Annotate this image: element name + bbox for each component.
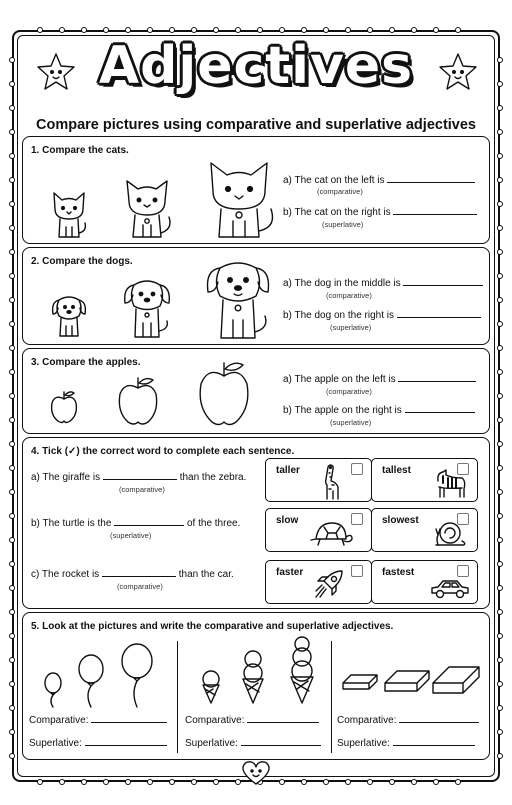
frame-dot <box>9 657 15 663</box>
frame-dot <box>497 273 503 279</box>
frame-dot <box>497 417 503 423</box>
frame-dot <box>103 779 109 785</box>
frame-dot <box>497 369 503 375</box>
hint-comparative: (comparative) <box>119 485 165 494</box>
frame-dot <box>433 779 439 785</box>
option-label: taller <box>276 465 300 476</box>
frame-dot <box>169 27 175 33</box>
frame-dot <box>9 273 15 279</box>
section-dogs <box>22 247 490 345</box>
question-1b: b) The cat on the right is <box>283 207 477 218</box>
hint-comparative: (comparative) <box>326 387 372 396</box>
frame-dot <box>9 225 15 231</box>
frame-dot <box>345 779 351 785</box>
balloons-icon <box>35 639 165 709</box>
frame-dot <box>497 105 503 111</box>
section-cats <box>22 136 490 244</box>
ice-cream-icon <box>193 637 323 709</box>
frame-dot <box>191 779 197 785</box>
frame-dot <box>9 201 15 207</box>
question-4c: c) The rocket is than the car. <box>31 569 234 580</box>
frame-dot <box>9 153 15 159</box>
hint-comparative: (comparative) <box>317 187 363 196</box>
frame-dot <box>59 779 65 785</box>
frame-dot <box>191 27 197 33</box>
frame-dot <box>9 249 15 255</box>
frame-dot <box>455 779 461 785</box>
frame-dot <box>389 779 395 785</box>
large-dog-icon <box>203 256 273 340</box>
option-label: tallest <box>382 465 411 476</box>
frame-dot <box>497 153 503 159</box>
frame-dot <box>9 369 15 375</box>
frame-dot <box>9 633 15 639</box>
question-4b: b) The turtle is the of the three. <box>31 518 241 529</box>
frame-dot <box>9 609 15 615</box>
option-label: faster <box>276 567 304 578</box>
frame-dot <box>81 779 87 785</box>
frame-dot <box>455 27 461 33</box>
frame-dot <box>497 225 503 231</box>
frame-dot <box>213 779 219 785</box>
frame-dot <box>345 27 351 33</box>
section-heading: 4. Tick (✓) the correct word to complete each sentence. <box>31 446 295 457</box>
question-3b: b) The apple on the right is <box>283 405 475 416</box>
frame-dot <box>497 681 503 687</box>
superlative-line-2: Superlative: <box>185 738 321 749</box>
option-faster[interactable] <box>265 560 372 604</box>
frame-dot <box>9 345 15 351</box>
hint-comparative: (comparative) <box>326 291 372 300</box>
frame-dot <box>9 681 15 687</box>
frame-dot <box>9 753 15 759</box>
frame-dot <box>147 779 153 785</box>
question-2a: a) The dog in the middle is <box>283 278 483 289</box>
option-label: fastest <box>382 567 415 578</box>
small-cat-icon <box>49 187 89 239</box>
frame-dot <box>497 657 503 663</box>
hint-superlative: (superlative) <box>322 220 364 229</box>
frame-dot <box>497 393 503 399</box>
frame-dot <box>125 27 131 33</box>
small-dog-icon <box>49 292 89 338</box>
books-icon <box>341 653 481 697</box>
frame-dot <box>9 585 15 591</box>
frame-dot <box>9 489 15 495</box>
frame-dot <box>9 561 15 567</box>
frame-dot <box>9 513 15 519</box>
rocket-icon <box>312 567 346 601</box>
section-heading: 2. Compare the dogs. <box>31 256 133 267</box>
comparative-line-3: Comparative: <box>337 715 479 726</box>
frame-dot <box>279 779 285 785</box>
frame-dot <box>59 27 65 33</box>
comparative-line-2: Comparative: <box>185 715 319 726</box>
frame-dot <box>9 705 15 711</box>
frame-dot <box>497 345 503 351</box>
zebra-icon <box>434 467 468 499</box>
option-checkbox[interactable] <box>351 463 363 475</box>
frame-dot <box>9 729 15 735</box>
frame-dot <box>497 609 503 615</box>
frame-dot <box>9 297 15 303</box>
section-apples <box>22 348 490 434</box>
frame-dot <box>367 779 373 785</box>
frame-dot <box>497 297 503 303</box>
frame-dot <box>497 513 503 519</box>
frame-dot <box>497 177 503 183</box>
option-slow[interactable] <box>265 508 372 552</box>
frame-dot <box>169 779 175 785</box>
frame-dot <box>147 27 153 33</box>
section-heading: 5. Look at the pictures and write the comparative and superlative adjectives. <box>31 621 394 632</box>
question-2b: b) The dog on the right is <box>283 310 481 321</box>
section-heading: 3. Compare the apples. <box>31 357 141 368</box>
large-cat-icon <box>203 153 275 239</box>
hint-superlative: (superlative) <box>110 531 152 540</box>
frame-dot <box>497 201 503 207</box>
frame-dot <box>257 27 263 33</box>
small-apple-icon <box>49 389 79 425</box>
frame-dot <box>411 779 417 785</box>
frame-dot <box>37 27 43 33</box>
frame-dot <box>301 779 307 785</box>
page-title: Adjectives <box>98 36 414 96</box>
frame-dot <box>37 779 43 785</box>
comparative-line-1: Comparative: <box>29 715 167 726</box>
frame-dot <box>9 321 15 327</box>
frame-dot <box>323 779 329 785</box>
option-slowest[interactable] <box>371 508 478 552</box>
section-heading: 1. Compare the cats. <box>31 145 129 156</box>
medium-apple-icon <box>115 374 161 428</box>
option-checkbox[interactable] <box>351 565 363 577</box>
divider <box>331 641 332 753</box>
option-tallest[interactable] <box>371 458 478 502</box>
frame-dot <box>9 537 15 543</box>
frame-dot <box>235 27 241 33</box>
hint-superlative: (superlative) <box>330 418 372 427</box>
frame-dot <box>497 489 503 495</box>
frame-dot <box>9 417 15 423</box>
hint-superlative: (superlative) <box>330 323 372 332</box>
option-taller[interactable] <box>265 458 372 502</box>
turtle-icon <box>308 519 354 549</box>
page-subtitle: Compare pictures using comparative and superlative adjectives <box>36 117 476 133</box>
frame-dot <box>213 27 219 33</box>
car-icon <box>430 577 470 599</box>
option-label: slow <box>276 515 299 526</box>
frame-dot <box>9 177 15 183</box>
medium-dog-icon <box>121 275 173 339</box>
question-1a: a) The cat on the left is <box>283 175 475 186</box>
option-label: slowest <box>382 515 419 526</box>
question-3a: a) The apple on the left is <box>283 374 476 385</box>
large-apple-icon <box>197 358 251 430</box>
heart-icon <box>240 760 272 786</box>
frame-dot <box>497 585 503 591</box>
frame-dot <box>389 27 395 33</box>
frame-dot <box>323 27 329 33</box>
frame-dot <box>103 27 109 33</box>
frame-dot <box>9 441 15 447</box>
frame-dot <box>497 537 503 543</box>
frame-dot <box>497 561 503 567</box>
frame-dot <box>279 27 285 33</box>
frame-dot <box>497 249 503 255</box>
section-tick <box>22 437 490 609</box>
frame-dot <box>9 393 15 399</box>
hint-comparative: (comparative) <box>117 582 163 591</box>
option-fastest[interactable] <box>371 560 478 604</box>
frame-dot <box>301 27 307 33</box>
medium-cat-icon <box>121 173 173 239</box>
frame-dot <box>433 27 439 33</box>
frame-dot <box>125 779 131 785</box>
snail-icon <box>432 517 468 547</box>
frame-dot <box>497 441 503 447</box>
superlative-line-1: Superlative: <box>29 738 167 749</box>
divider <box>177 641 178 753</box>
frame-dot <box>411 27 417 33</box>
frame-dot <box>497 633 503 639</box>
frame-dot <box>9 105 15 111</box>
frame-dot <box>81 27 87 33</box>
frame-dot <box>367 27 373 33</box>
frame-dot <box>497 321 503 327</box>
section-pictures <box>22 612 490 760</box>
frame-dot <box>497 705 503 711</box>
frame-dot <box>497 753 503 759</box>
question-4a: a) The giraffe is than the zebra. <box>31 472 247 483</box>
giraffe-icon <box>318 463 342 501</box>
option-checkbox[interactable] <box>457 565 469 577</box>
superlative-line-3: Superlative: <box>337 738 475 749</box>
frame-dot <box>497 465 503 471</box>
frame-dot <box>497 729 503 735</box>
frame-dot <box>9 465 15 471</box>
